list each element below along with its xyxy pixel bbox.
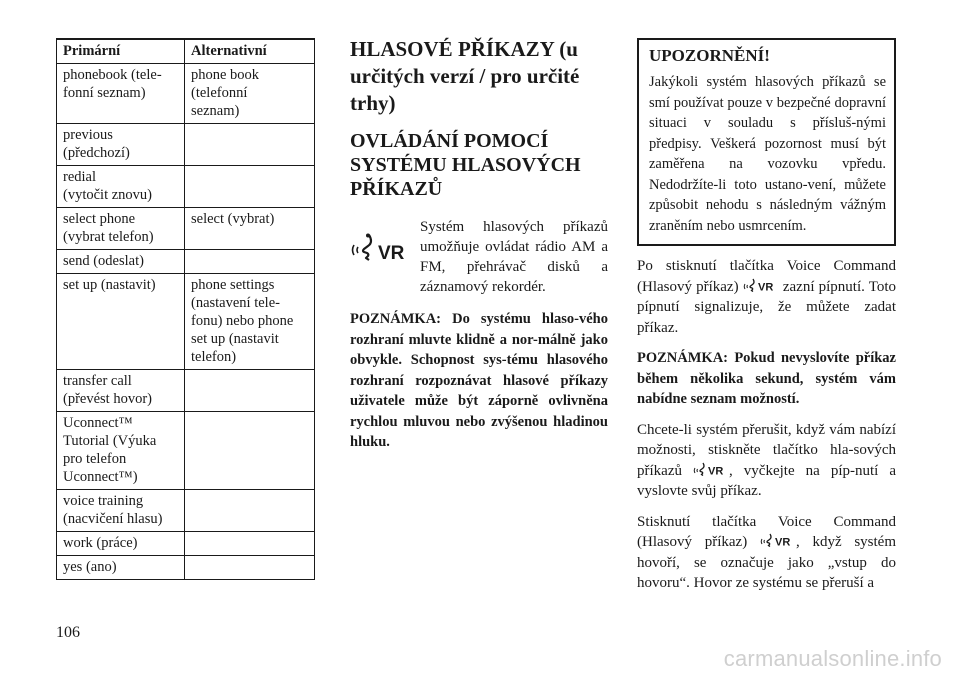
table-row — [57, 64, 315, 124]
section-heading-voice-commands: HLASOVÉ PŘÍKAZY (u určitých verzí / pro určité trhy) — [350, 37, 580, 115]
right-column — [637, 38, 896, 594]
table-row — [57, 124, 315, 166]
cell-text-line: (telefonní — [191, 85, 248, 101]
cell-text-line: previous — [63, 127, 113, 143]
table-cell-alternative — [185, 64, 315, 124]
p2-text-end: , vyčkejte na píp-nutí a vyslovte svůj příkaz. — [637, 462, 896, 499]
cell-text-line: phone book — [191, 67, 260, 83]
p3-text-end: , když systém hovoří, se označuje jako „vstup do hovoru“. Hovor ze systému se přeruší a — [637, 534, 897, 591]
p2-text-start: Chcete-li systém přerušit, když vám nabízí možnosti, stiskněte tlačítko hla-sových příkazů — [637, 421, 896, 479]
vr-intro-block — [350, 217, 608, 297]
vr-icon-label: VR — [774, 536, 791, 547]
table-cell-primary — [57, 556, 185, 580]
table-cell-primary — [57, 532, 185, 556]
cell-text-line: phone settings — [191, 277, 275, 293]
p1-text-start: Po stisknutí tlačítka Voice Command (Hlasový příkaz) — [637, 258, 896, 295]
table-row — [57, 370, 315, 412]
voice-recognition-icon — [693, 462, 729, 476]
page-number: 106 — [56, 624, 80, 641]
table-cell-primary — [57, 490, 185, 532]
cell-text-line: Tutorial (Výuka — [63, 433, 157, 449]
interrupt-paragraph — [637, 420, 896, 502]
cell-text-line: transfer call — [63, 373, 132, 389]
table-cell-alternative — [185, 124, 315, 166]
table-row — [57, 532, 315, 556]
cell-text-line: (nastavení tele- — [191, 295, 280, 311]
header-alternative: Alternativní — [185, 39, 315, 64]
cell-text-line: (předchozí) — [63, 145, 130, 161]
cell-text-line: (vybrat telefon) — [63, 229, 154, 245]
voice-recognition-icon — [743, 278, 779, 292]
table-cell-primary — [57, 274, 185, 370]
warning-box — [637, 38, 896, 246]
cell-text-line: (vytočit znovu) — [63, 187, 152, 203]
cell-text-line: fonu) nebo phone — [191, 313, 294, 329]
warning-text: Jakýkoli systém hlasových příkazů se smí používat pouze v bezpečné dopravní situaci v souladu s přísluš-nými předpisy. Veškerá pozornost musí být zaměřena na vozovku vpředu. Nedodržíte-li toto ustano-vení, můžete způsobit nehodu s následným vážným zraněním nebo usmrcením. — [649, 74, 886, 234]
cell-text-line: (převést hovor) — [63, 391, 152, 407]
table-row — [57, 250, 315, 274]
cell-text-line: redial — [63, 169, 97, 185]
table-cell-primary — [57, 166, 185, 208]
voice-command-beep-paragraph — [637, 256, 896, 338]
table-row — [57, 274, 315, 370]
cell-text-line: set up (nastavit) — [63, 277, 156, 293]
cell-text-line: select phone — [63, 211, 136, 227]
table-cell-alternative — [185, 490, 315, 532]
p3-text-start: Stisknutí tlačítka Voice Command (Hlasový příkaz) — [637, 513, 896, 550]
table-cell-alternative — [185, 556, 315, 580]
cell-text-line: select (vybrat) — [191, 211, 275, 227]
table-cell-primary — [57, 64, 185, 124]
cell-text-line: telefon) — [191, 349, 237, 365]
table-cell-primary — [57, 208, 185, 250]
cell-text-line: set up (nastavit — [191, 331, 279, 347]
vr-icon-label: VR — [757, 281, 773, 292]
table-cell-alternative — [185, 274, 315, 370]
section-heading-voice-control: OVLÁDÁNÍ POMOCÍ SYSTÉMU HLASOVÝCH PŘÍKAZŮ — [350, 130, 581, 200]
cell-text-line: send (odeslat) — [63, 253, 144, 269]
barge-in-paragraph — [637, 512, 896, 594]
table-row — [57, 412, 315, 490]
table-cell-alternative — [185, 412, 315, 490]
table-row — [57, 490, 315, 532]
table-cell-alternative — [185, 370, 315, 412]
middle-column — [350, 36, 608, 453]
voice-command-table — [56, 38, 315, 580]
cell-text-line: Uconnect™) — [63, 469, 138, 485]
table-row — [57, 556, 315, 580]
cell-text-line: work (práce) — [63, 535, 138, 551]
cell-text-line: seznam) — [191, 103, 240, 119]
table-cell-alternative — [185, 166, 315, 208]
vr-icon-label: VR — [378, 243, 405, 263]
table-row — [57, 208, 315, 250]
cell-text-line: voice training — [63, 493, 144, 509]
cell-text-line: yes (ano) — [63, 559, 117, 575]
watermark: carmanualsonline.info — [723, 646, 942, 671]
p1-text-end: zazní pípnutí. Toto pípnutí signalizuje, že můžete zadat příkaz. — [637, 278, 896, 336]
cell-text-line: phonebook (tele- — [63, 67, 162, 83]
table-header-row — [57, 39, 315, 64]
header-primary: Primární — [57, 39, 185, 64]
table-body — [57, 64, 315, 580]
table-cell-alternative — [185, 208, 315, 250]
table-cell-alternative — [185, 250, 315, 274]
warning-title: UPOZORNĚNÍ! — [649, 46, 770, 65]
speech-note: POZNÁMKA: Do systému hlaso-vého rozhraní mluvte klidně a nor-málně jako obvykle. Schopnost sys-tému hlasového rozhraní rozpoznávat hlasové příkazy uživatele může být záporně ovlivněna rychlou mluvou nebo zvýšenou hladinou hluku. — [350, 311, 608, 450]
voice-system-intro: Systém hlasových příkazů umožňuje ovládat rádio AM a FM, přehrávač disků a záznamový rekordér. — [420, 219, 608, 295]
table-cell-alternative — [185, 532, 315, 556]
table-cell-primary — [57, 370, 185, 412]
table-cell-primary — [57, 124, 185, 166]
vr-icon-label: VR — [708, 465, 724, 476]
cell-text-line: (nacvičení hlasu) — [63, 511, 163, 527]
voice-recognition-icon — [760, 533, 796, 547]
table-cell-primary — [57, 412, 185, 490]
cell-text-line: fonní seznam) — [63, 85, 146, 101]
voice-recognition-icon — [350, 233, 412, 263]
cell-text-line: Uconnect™ — [63, 415, 133, 431]
timeout-note: POZNÁMKA: Pokud nevyslovíte příkaz během několika sekund, systém vám nabídne seznam možností. — [637, 350, 896, 407]
table-row — [57, 166, 315, 208]
table-cell-primary — [57, 250, 185, 274]
cell-text-line: pro telefon — [63, 451, 127, 467]
